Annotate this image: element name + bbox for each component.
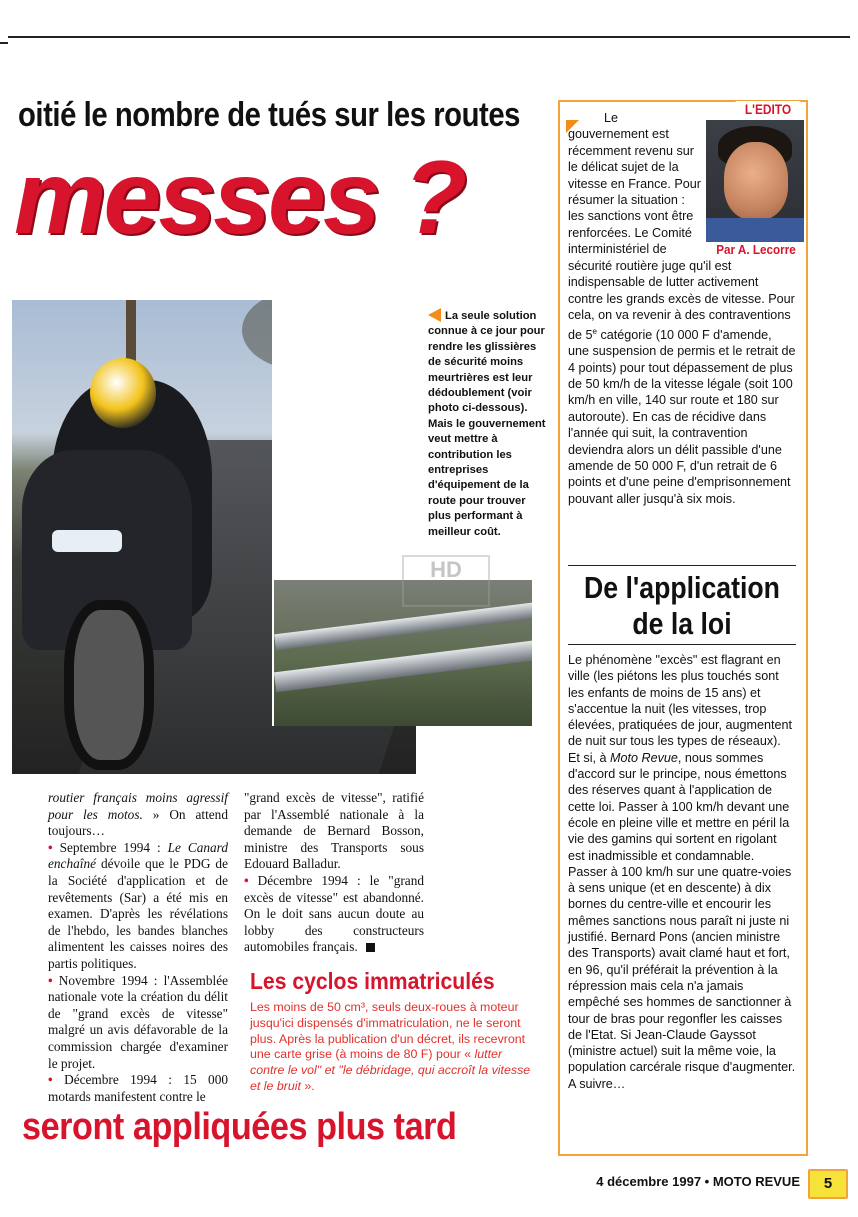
section-body-magazine: Moto Revue [610,750,678,765]
headline-top: oitié le nombre de tués sur les routes [18,96,521,134]
photo-caption-text: La seule solution connue à ce jour pour rendre les glissières de sécurité moins meurtrières est leur dédoublement (voir photo ci-dessous). Mais le gouvernement veut mettre à contribution les entreprises d'équipement de la route pour trouver plus performant à meilleur coût. [428,310,546,538]
photo-caption [428,308,546,540]
edito-text-rest-a: sécurité routière juge qu'il est indispensable de lutter activement contre les grands excès de vitesse. Pour cela, on va revenir à des contraventions de 5 [568,259,795,342]
cyclos-body [250,1000,532,1095]
section-rule-top [568,565,796,566]
caption-arrow-icon [428,308,441,322]
headlight-left [52,530,122,552]
item2-text: Novembre 1994 : l'Assemblée nationale vote la création du délit de "grand excès de vitesse" malgré un avis défavorable de la commission chargée d'examiner le projet. [48,972,228,1071]
col1-intro-tail: » On attend toujours… [48,806,228,839]
end-mark-icon [366,943,375,952]
item3-text: Décembre 1994 : 15 000 motards manifestent contre le [48,1072,228,1104]
section-body-a: Le phénomène "excès" est flagrant en ville (les piétons les plus touchés sont les enfants de moins de 15 ans) et s'accentue la nuit (les vitesses, trop élevées, pratiquées de jour, augmentent de nuit sur tous les types de réseaux). Et si, à [568,653,793,765]
edito-sup: e [592,326,597,336]
cyclos-body-start: Les moins de 50 cm³, seuls deux-roues à moteur jusqu'ici dispensés d'immatriculation, ne le seront plus. Après la publication d'un décret, ils recevront une carte grise (à moins de 80 F) pour « [250,1000,526,1062]
section-title-line1: De l'application [584,570,780,605]
author-portrait [706,120,804,242]
bullet-icon: • [244,872,249,888]
edito-byline: Par A. Lecorre [716,242,796,257]
helmet-left [90,358,156,428]
top-rule [8,36,850,38]
cyclos-body-end: ». [300,1078,315,1093]
photo-white-area [272,300,418,578]
edito-text-top [568,110,702,258]
item1-date: Septembre 1994 : [52,839,168,855]
col1-intro: routier français moins agressif pour les motos. [48,790,228,822]
item1-text: dévoile que le PDG de la Société d'application et de revêtements (Sar) a été mis en examen. D'après les révélations de l'hebdo, les bandes blanches alimentent les caisses noires des partis politiques. [48,856,228,971]
item4-text: Décembre 1994 : le "grand excès de vitesse" est abandonné. On le doit sans aucun doute au lobby des constructeurs automobiles français. [244,872,424,955]
headline-bottom: seront appliquées plus tard [22,1106,457,1148]
article-column-1 [48,790,228,1105]
footer-date: 4 décembre 1997 • MOTO REVUE [596,1174,800,1189]
bullet-icon: • [48,972,53,988]
section-body-b: , nous sommes d'accord sur le principe, nous émettons des réserves quant à l'application de cette loi. Passer à 100 km/h devant une école en pleine ville et mettre en péril la vie des gamins qui sortent en rigolant est inadmissible et condamnable. Passer à 100 km/h sur une quatre-voies à sens unique (et en descente) à dix bornes du centre-ville et encourir les mêmes sanctions nous paraît ni juste ni justifié. Bernard Pons (ancien ministre des Transports) avait clamé haut et fort, en 96, qu'il préférait la prévention à la répression mais cela n'a jamais empêché ses hommes de sanctionner à tour de bras pour regonfler les caisses de l'Etat. Si Jean-Claude Gayssot (ministre actuel) suit la même voie, la population carcérale risque d'augmenter. A suivre… [568,750,796,1091]
wheel-left [64,600,154,770]
section-title-line2: de la loi [632,606,732,641]
section-body [568,652,796,1092]
col2-intro: "grand excès de vitesse", ratifié par l'Assemblé nationale à la demande de Bernard Bosson, ministre des Transports sous Edouard Balladur. [244,790,424,872]
cyclos-title: Les cyclos immatriculés [250,968,495,994]
section-title [584,570,780,642]
bullet-icon: • [48,839,53,855]
article-column-2 [244,790,424,956]
portrait-shirt [706,218,804,242]
bullet-icon: • [48,1072,53,1088]
edito-text-rest [568,258,796,507]
portrait-face [724,142,788,220]
headline-big: messes ? [14,140,465,256]
watermark: HD [402,555,490,607]
top-dash [0,42,8,44]
cyclos-body-quote: lutter contre le vol" et "le débridage, qui accroît la vitesse et le bruit [250,1047,531,1093]
page-number-badge: 5 [808,1169,848,1199]
edito-label: L'EDITO [736,101,801,117]
section-rule-bottom [568,644,796,645]
item1-source: Le Canard enchaîné [48,839,228,872]
edito-text-top-body: Le gouvernement est récemment revenu sur le délicat sujet de la vitesse en France. Pour résumer la situation : les sanctions vont être renforcées. Le Comité interministériel de [568,111,701,257]
edito-text-rest-b: catégorie (10 000 F d'amende, une suspension de permis et le retrait de 4 points) pour tout dépassement de plus de 50 km/h de la vitesse légale (soit 100 km/h en ville, 140 sur route et 180 sur autoroute). En cas de récidive dans l'année qui suit, la contravention deviendra alors un délit passible d'une amende de 50 000 F, d'un retrait de 6 points et d'une peine d'emprisonnement pouvant aller jusqu'à six mois. [568,327,796,506]
